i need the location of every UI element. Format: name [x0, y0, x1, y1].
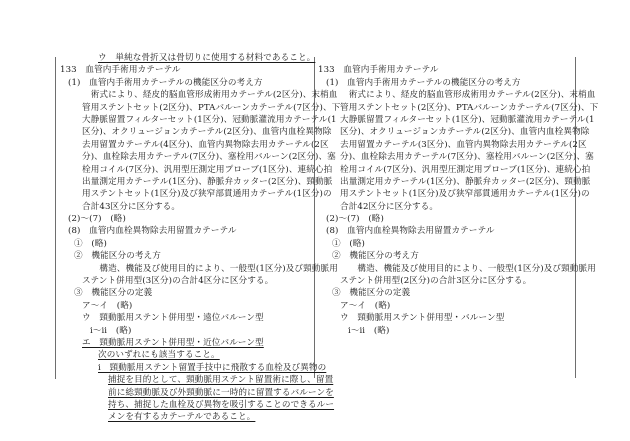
line-text: 合計43区分に区分する。 — [82, 201, 181, 212]
text-line — [60, 337, 312, 349]
text-line — [60, 139, 329, 151]
line-text: ステント併用型(3区分)の合計4区分に区分する。 — [82, 276, 274, 287]
line-text: (1) 血管内手術用カテーテルの機能区分の考え方 — [68, 77, 263, 88]
text-line — [318, 213, 573, 225]
line-text: 持ち、捕捉した血栓及び異物を吸引することのできるルー — [108, 399, 335, 410]
text-line — [318, 287, 573, 299]
text-line — [318, 64, 573, 76]
text-line — [318, 201, 573, 213]
line-text: メンを有するカテーテルであること。 — [108, 412, 256, 423]
line-text: (2)～(7) (略) — [326, 214, 384, 225]
line-text: ウ 頸動脈用ステント併用型・バルーン型 — [340, 313, 505, 324]
line-text: 133 血管内手術用カテーテル — [60, 65, 181, 76]
text-line — [60, 77, 312, 89]
text-line — [60, 176, 333, 188]
text-line — [60, 325, 312, 337]
text-line — [60, 362, 327, 374]
line-text: エ 頸動脈用ステント併用型・近位バルーン型 — [82, 337, 264, 348]
line-text: 去用留置カテーテル(4区分)、血管内異物除去用カテーテル(2区 — [82, 139, 329, 150]
text-line — [318, 188, 590, 200]
text-line — [318, 238, 573, 250]
text-line — [318, 275, 573, 287]
line-text: 術式により、経皮的脳血管形成術用カテーテル(2区分)、末梢血 — [82, 90, 338, 101]
line-text: 捕捉を目的として、頸動脈用ステント留置術に際し、留置 — [108, 375, 334, 386]
text-line — [60, 52, 316, 64]
line-text: 構造、機能及び使用目的により、一般型(1区分)及び頸動脈用 — [340, 263, 596, 274]
text-line — [60, 102, 341, 114]
text-line — [60, 151, 336, 163]
line-text: 管用ステントセット(2区分)、PTAバルーンカテーテル(7区分)、下 — [340, 102, 599, 113]
text-line — [60, 387, 334, 399]
text-line — [60, 164, 333, 176]
text-line — [60, 225, 312, 237]
line-text: ⅰ～ⅱ (略) — [348, 325, 390, 336]
text-line — [60, 275, 312, 287]
line-text: ア～イ (略) — [82, 300, 133, 311]
text-line — [318, 77, 573, 89]
text-line — [60, 312, 312, 324]
line-text: ⅰ 頸動脈用ステント留置手技中に飛散する血栓及び異物の — [98, 362, 327, 373]
text-line — [318, 300, 573, 312]
line-text: ① (略) — [332, 238, 365, 249]
line-text: ① (略) — [74, 238, 107, 249]
text-line — [318, 164, 591, 176]
line-text: 区分)、オクリュージョンカテーテル(2区分)、血管内血栓異物除 — [82, 127, 332, 138]
text-line — [60, 126, 332, 138]
text-line — [60, 89, 338, 101]
line-text: ウ 単純な骨折又は骨切りに使用する材料であること。 — [98, 53, 316, 63]
text-line — [318, 126, 590, 138]
line-text: 大静脈留置フィルターセット(1区分)、冠動脈灌流用カテーテル(1 — [82, 114, 337, 125]
line-text: ② 機能区分の考え方 — [332, 251, 419, 262]
text-line — [60, 399, 335, 411]
line-text: 前に総頸動脈及び外頸動脈に一時的に留置するバルーンを — [108, 387, 334, 398]
text-line — [318, 114, 595, 126]
line-text: (8) 血管内血栓異物除去用留置カテーテル — [68, 226, 237, 237]
text-line — [318, 89, 596, 101]
text-line — [318, 312, 573, 324]
line-text: 管用ステントセット(2区分)、PTAバルーンカテーテル(7区分)、下 — [82, 102, 341, 113]
line-text: 栓用コイル(7区分)、汎用型圧測定用プローブ(1区分)、連続心拍 — [82, 164, 333, 175]
text-line — [60, 300, 312, 312]
text-line — [318, 102, 599, 114]
line-text: (1) 血管内手術用カテーテルの機能区分の考え方 — [326, 77, 521, 88]
line-text: 用ステントセット(1区分)及び狭窄部貫通用カテーテル(1区分)の — [82, 189, 332, 200]
line-text: ア～イ (略) — [340, 300, 391, 311]
text-line — [60, 213, 312, 225]
revised-text-column — [60, 52, 341, 424]
text-line — [60, 238, 312, 250]
text-line — [60, 201, 312, 213]
line-text: 構造、機能及び使用目的により、一般型(1区分)及び頸動脈用 — [82, 263, 338, 274]
line-text: 大静脈留置フィルターセット(1区分)、冠動脈灌流用カテーテル(1 — [340, 114, 595, 125]
text-line — [318, 151, 594, 163]
text-line — [60, 287, 312, 299]
line-text: 出量測定用カテーテル(1区分)、静脈弁カッター(2区分)、頸動脈 — [82, 176, 333, 187]
line-text: 133 血管内手術用カテーテル — [318, 65, 439, 76]
text-line — [60, 374, 334, 386]
text-line — [60, 263, 338, 275]
text-line — [318, 176, 591, 188]
line-text: 用ステントセット(1区分)及び狭窄部貫通用カテーテル(1区分)の — [340, 189, 590, 200]
line-text: 術式により、経皮的脳血管形成術用カテーテル(2区分)、末梢血 — [340, 90, 596, 101]
line-text: 分)、血栓除去用カテーテル(7区分)、塞栓用バルーン(2区分)、塞 — [82, 152, 336, 163]
line-text: 分)、血栓除去用カテーテル(7区分)、塞栓用バルーン(2区分)、塞 — [340, 152, 594, 163]
text-line — [318, 52, 573, 64]
line-text: (2)～(7) (略) — [68, 214, 126, 225]
line-text: 栓用コイル(7区分)、汎用型圧測定用プローブ(1区分)、連続心拍 — [340, 164, 591, 175]
line-text: ウ 頸動脈用ステント併用型・遠位バルーン型 — [82, 313, 264, 324]
line-text: 合計42区分に区分する。 — [340, 201, 439, 212]
text-line — [318, 250, 573, 262]
line-text: 出量測定用カテーテル(1区分)、静脈弁カッター(2区分)、頸動脈 — [340, 176, 591, 187]
line-text: ⅰ～ⅱ (略) — [90, 325, 132, 336]
text-line — [318, 139, 587, 151]
current-text-column — [318, 52, 599, 337]
line-text: ③ 機能区分の定義 — [74, 288, 153, 299]
text-line — [60, 64, 312, 76]
line-text: 次のいずれにも該当すること。 — [98, 350, 220, 361]
left-border — [55, 57, 56, 379]
line-text: 去用留置カテーテル(3区分)、血管内異物除去用カテーテル(2区 — [340, 139, 587, 150]
text-line — [60, 349, 312, 361]
text-line — [60, 188, 332, 200]
text-line — [318, 263, 596, 275]
line-text: ② 機能区分の考え方 — [74, 251, 161, 262]
text-line — [60, 411, 312, 423]
line-text: ③ 機能区分の定義 — [332, 288, 411, 299]
text-line — [318, 225, 573, 237]
line-text: 区分)、オクリュージョンカテーテル(2区分)、血管内血栓異物除 — [340, 127, 590, 138]
line-text: ステント併用型(2区分)の合計3区分に区分する。 — [340, 276, 532, 287]
text-line — [318, 325, 573, 337]
line-text: (8) 血管内血栓異物除去用留置カテーテル — [326, 226, 495, 237]
text-line — [60, 250, 312, 262]
text-line — [60, 114, 337, 126]
